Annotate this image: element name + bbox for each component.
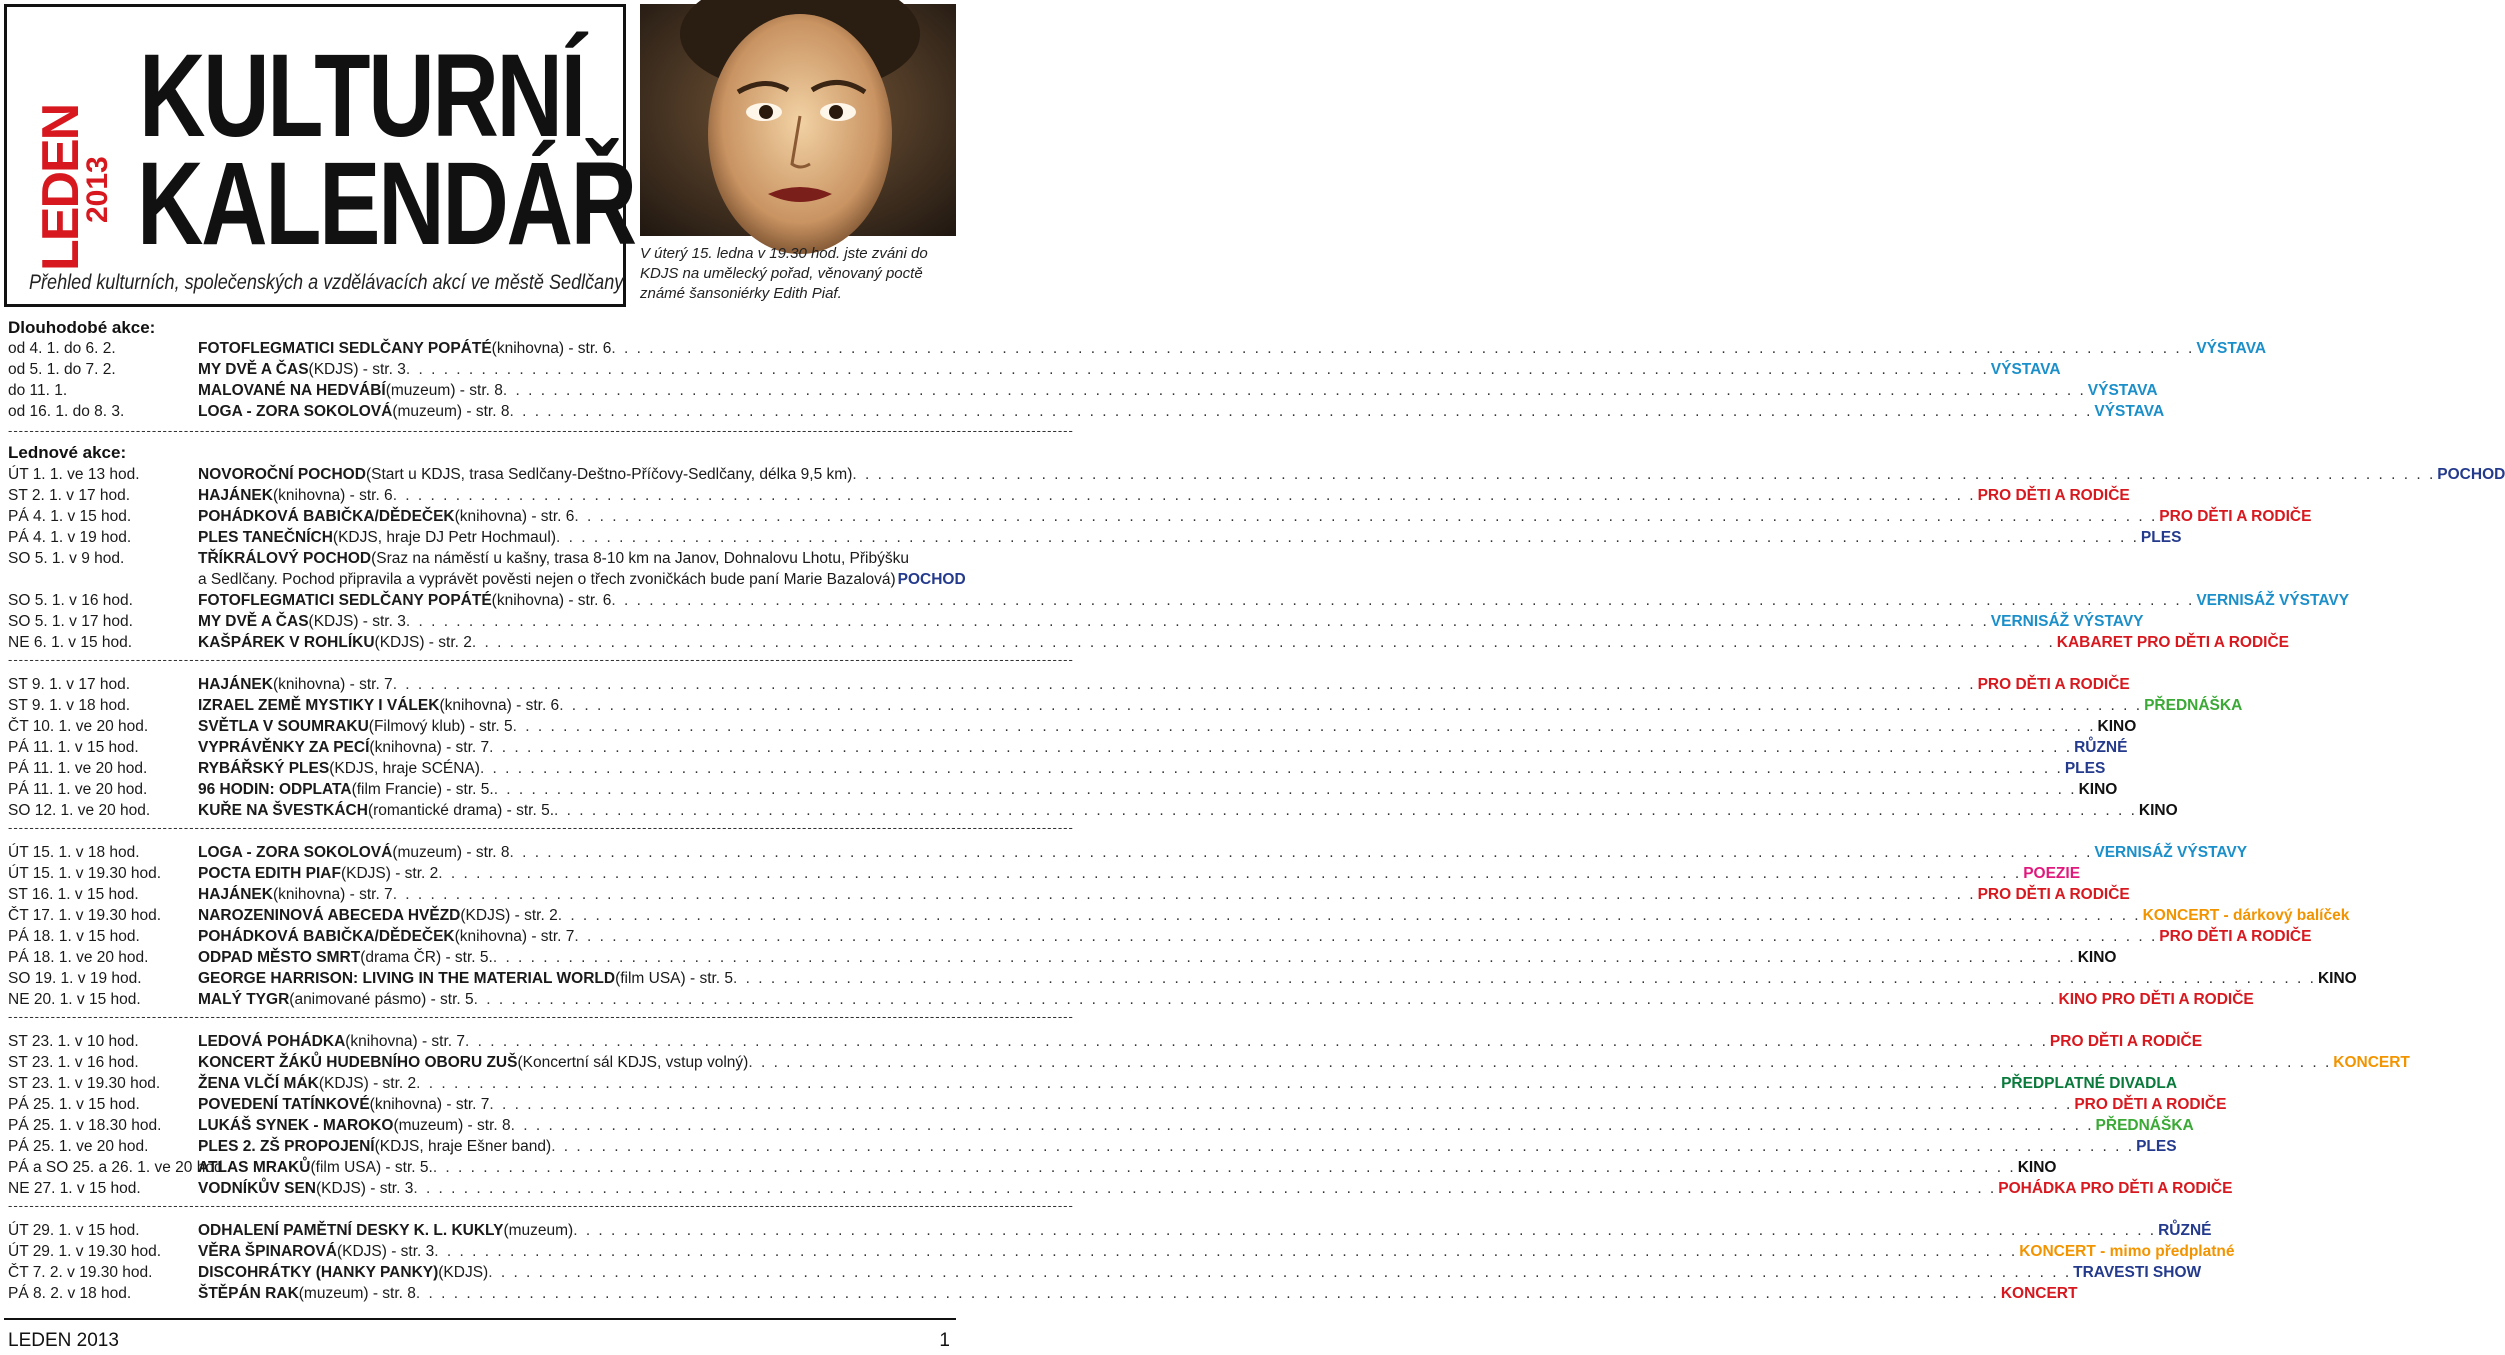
- list-item: [8, 1262, 2202, 1283]
- event-date: ST 9. 1. v 17 hod.: [8, 676, 131, 693]
- event-title: KAŠPÁREK V ROHLÍKU: [198, 634, 375, 651]
- event-date: PÁ 8. 2. v 18 hod.: [8, 1285, 132, 1302]
- event-body: [198, 569, 966, 590]
- event-category: PŘEDPLATNÉ DIVADLA: [2001, 1075, 2178, 1092]
- event-body: [198, 1094, 2227, 1115]
- event-detail: (Sraz na náměstí u kašny, trasa 8-10 km na Janov, Dohnalovu Lhotu, Přibýšku: [371, 550, 909, 567]
- event-date: NE 27. 1. v 15 hod.: [8, 1180, 141, 1197]
- event-date: ČT 7. 2. v 19.30 hod.: [8, 1264, 153, 1281]
- event-date: NE 20. 1. v 15 hod.: [8, 991, 141, 1008]
- dot-leader: [489, 1094, 2072, 1115]
- dot-leader: [413, 1178, 1996, 1199]
- event-body: [198, 611, 2144, 632]
- event-body: [198, 716, 2137, 737]
- dot-leader: [558, 905, 2141, 926]
- event-date: ÚT 15. 1. v 18 hod.: [8, 844, 140, 861]
- event-title: MY DVĚ A ČAS: [198, 361, 309, 378]
- event-detail: (muzeum) - str. 8: [393, 1117, 511, 1134]
- footer-rule: [4, 1318, 956, 1320]
- list-item: [8, 737, 2128, 758]
- event-category: POEZIE: [2023, 865, 2081, 882]
- list-item: [8, 380, 2158, 401]
- event-body: [198, 695, 2243, 716]
- dot-leader: [513, 716, 2096, 737]
- dot-leader: [465, 1031, 2048, 1052]
- event-body: [198, 401, 2165, 422]
- list-item: [8, 1178, 2233, 1199]
- dot-leader: [574, 506, 2157, 527]
- event-category: PRO DĚTI A RODIČE: [2159, 928, 2312, 945]
- event-date: SO 5. 1. v 17 hod.: [8, 613, 133, 630]
- dot-leader: [406, 611, 1989, 632]
- event-title: TŘÍKRÁLOVÝ POCHOD: [198, 550, 372, 567]
- event-category: POCHOD: [897, 571, 966, 588]
- event-title: HAJÁNEK: [198, 886, 273, 903]
- event-body: [198, 506, 2312, 527]
- list-item: [8, 905, 2350, 926]
- list-item: [8, 1241, 2235, 1262]
- event-title: HAJÁNEK: [198, 676, 273, 693]
- section-divider: --------------------------------------------------------------------------------------------------------------------------------------------------------------------------------------------------------: [8, 1009, 1074, 1024]
- event-category: VÝSTAVA: [2087, 382, 2158, 399]
- list-item: [8, 863, 2081, 884]
- event-date: ČT 10. 1. ve 20 hod.: [8, 718, 149, 735]
- event-detail: (KDJS) - str. 2: [374, 634, 472, 651]
- event-date: PÁ 25. 1. v 18.30 hod.: [8, 1117, 162, 1134]
- event-body: [198, 842, 2248, 863]
- event-title: MALOVANÉ NA HEDVÁBÍ: [198, 382, 386, 399]
- header-box: [4, 4, 635, 307]
- year-text: 2013: [81, 156, 114, 223]
- event-body: [198, 590, 2350, 611]
- event-title: LOGA - ZORA SOKOLOVÁ: [198, 403, 393, 420]
- event-body: [198, 1157, 2057, 1178]
- event-detail: (knihovna) - str. 6: [491, 340, 612, 357]
- event-body: [198, 464, 2505, 485]
- event-title: ODPAD MĚSTO SMRT: [198, 949, 361, 966]
- section-divider: --------------------------------------------------------------------------------------------------------------------------------------------------------------------------------------------------------: [8, 1198, 1074, 1213]
- event-date: ST 2. 1. v 17 hod.: [8, 487, 131, 504]
- event-body: [198, 485, 2130, 506]
- event-detail: (KDJS) - str. 3: [308, 613, 406, 630]
- dot-leader: [556, 527, 2139, 548]
- event-detail: (film Francie) - str. 5.: [351, 781, 494, 798]
- list-item: [8, 800, 2178, 821]
- event-title: POHÁDKOVÁ BABIČKA/DĚDEČEK: [198, 928, 455, 945]
- event-detail: (knihovna) - str. 7: [454, 928, 575, 945]
- event-title: VYPRÁVĚNKY ZA PECÍ: [198, 739, 370, 756]
- dot-leader: [611, 590, 2194, 611]
- dot-leader: [472, 632, 2055, 653]
- event-title: PLES 2. ZŠ PROPOJENÍ: [198, 1138, 375, 1155]
- dot-leader: [438, 863, 2021, 884]
- dot-leader: [573, 1220, 2156, 1241]
- event-detail: (drama ČR) - str. 5.: [360, 949, 493, 966]
- event-title: LUKÁŠ SYNEK - MAROKO: [198, 1117, 394, 1134]
- event-body: [198, 800, 2178, 821]
- dot-leader: [393, 674, 1976, 695]
- event-category: KINO: [2097, 718, 2137, 735]
- event-date: SO 5. 1. v 9 hod.: [8, 550, 125, 567]
- list-item: [8, 926, 2312, 947]
- event-detail: (film USA) - str. 5: [615, 970, 734, 987]
- title-line-2: KALENDÁŘ: [137, 138, 635, 270]
- dot-leader: [551, 1136, 2134, 1157]
- dot-leader: [733, 968, 2316, 989]
- event-title: GEORGE HARRISON: LIVING IN THE MATERIAL WORLD: [198, 970, 616, 987]
- event-detail: (KDJS): [438, 1264, 489, 1281]
- event-title: LOGA - ZORA SOKOLOVÁ: [198, 844, 393, 861]
- portrait-illustration: [640, 4, 956, 236]
- event-detail: (muzeum): [503, 1222, 574, 1239]
- event-title: POVEDENÍ TATÍNKOVÉ: [198, 1096, 370, 1113]
- footer-issue: LEDEN 2013: [8, 1330, 119, 1351]
- event-title: RYBÁŘSKÝ PLES: [198, 760, 330, 777]
- event-detail: (KDJS) - str. 3: [316, 1180, 414, 1197]
- dot-leader: [509, 401, 2092, 422]
- event-title: FOTOFLEGMATICI SEDLČANY POPÁTÉ: [198, 592, 492, 609]
- event-detail: (romantické drama) - str. 5.: [367, 802, 554, 819]
- event-category: PRO DĚTI A RODIČE: [2074, 1096, 2227, 1113]
- event-title: VODNÍKŮV SEN: [198, 1180, 316, 1197]
- dot-leader: [852, 464, 2435, 485]
- event-body: [198, 338, 2267, 359]
- event-body: [198, 737, 2128, 758]
- dot-leader: [554, 800, 2137, 821]
- page-number: 1: [939, 1330, 950, 1351]
- dot-leader: [574, 926, 2157, 947]
- list-item: [8, 1094, 2227, 1115]
- photo-caption: V úterý 15. ledna v 19.30 hod. jste zváni do KDJS na umělecký pořad, věnovaný poctě známé šansoniérky Edith Piaf.: [640, 245, 928, 302]
- event-category: VERNISÁŽ VÝSTAVY: [2094, 844, 2248, 861]
- event-detail: a Sedlčany. Pochod připravila a vyprávět pověsti nejen o třech zvoničkách bude paní Marie Bazalová): [198, 571, 896, 588]
- event-category: KABARET PRO DĚTI A RODIČE: [2056, 634, 2290, 651]
- event-category: PRO DĚTI A RODIČE: [1977, 676, 2130, 693]
- long-term-heading: Dlouhodobé akce:: [8, 318, 156, 337]
- dot-leader: [416, 1283, 1999, 1304]
- dot-leader: [393, 884, 1976, 905]
- event-detail: (knihovna) - str. 6: [454, 508, 575, 525]
- event-category: PLES: [2136, 1138, 2177, 1155]
- event-detail: (knihovna) - str. 7: [272, 886, 393, 903]
- section-divider: --------------------------------------------------------------------------------------------------------------------------------------------------------------------------------------------------------: [8, 820, 1074, 835]
- event-date: ST 23. 1. v 19.30 hod.: [8, 1075, 161, 1092]
- list-item: [8, 1157, 2057, 1178]
- event-title: IZRAEL ZEMĚ MYSTIKY I VÁLEK: [198, 697, 440, 714]
- event-detail: (muzeum) - str. 8: [298, 1285, 416, 1302]
- event-category: VERNISÁŽ VÝSTAVY: [2196, 592, 2350, 609]
- event-title: PLES TANEČNÍCH: [198, 529, 333, 546]
- event-category: KONCERT: [2333, 1054, 2410, 1071]
- event-body: [198, 884, 2130, 905]
- dot-leader: [511, 1115, 2094, 1136]
- event-date: PÁ 25. 1. v 15 hod.: [8, 1096, 140, 1113]
- event-title: HAJÁNEK: [198, 487, 273, 504]
- event-body: [198, 674, 2130, 695]
- event-category: KINO: [2078, 781, 2118, 798]
- event-category: KONCERT - mimo předplatné: [2019, 1243, 2235, 1260]
- event-date: ÚT 29. 1. v 19.30 hod.: [8, 1243, 162, 1260]
- month-text: LEDEN: [32, 104, 90, 271]
- event-date: SO 19. 1. v 19 hod.: [8, 970, 142, 987]
- event-title: VĚRA ŠPINAROVÁ: [198, 1243, 337, 1260]
- event-title: MALÝ TYGR: [198, 991, 290, 1008]
- event-date: ST 16. 1. v 15 hod.: [8, 886, 139, 903]
- list-item: [8, 842, 2248, 863]
- event-category: KONCERT - dárkový balíček: [2142, 907, 2350, 924]
- event-category: KINO PRO DĚTI A RODIČE: [2058, 991, 2254, 1008]
- event-detail: (KDJS, hraje SCÉNA): [329, 760, 480, 777]
- event-body: [198, 989, 2254, 1010]
- event-body: [198, 947, 2117, 968]
- list-item: [8, 590, 2350, 611]
- list-item: [8, 632, 2290, 653]
- event-title: DISCOHRÁTKY (HANKY PANKY): [198, 1264, 439, 1281]
- event-title: ŠTĚPÁN RAK: [198, 1285, 299, 1302]
- event-category: KONCERT: [2000, 1285, 2078, 1302]
- list-item: [8, 947, 2117, 968]
- event-body: [198, 548, 956, 569]
- event-category: VÝSTAVA: [2094, 403, 2165, 420]
- event-date: PÁ 11. 1. v 15 hod.: [8, 739, 139, 756]
- event-detail: (animované pásmo) - str. 5: [289, 991, 474, 1008]
- dot-leader: [433, 1157, 2016, 1178]
- event-body: [198, 905, 2350, 926]
- list-item: [8, 1115, 2194, 1136]
- event-body: [198, 968, 2357, 989]
- list-item: [8, 359, 2061, 380]
- subtitle: Přehled kulturních, společenských a vzdělávacích akcí ve městě Sedlčany: [29, 271, 624, 294]
- list-item: [8, 884, 2130, 905]
- dot-leader: [494, 779, 2077, 800]
- list-item: [8, 1052, 2410, 1073]
- event-category: KINO: [2077, 949, 2117, 966]
- event-detail: (KDJS) - str. 3: [308, 361, 406, 378]
- event-detail: (film USA) - str. 5.: [310, 1159, 433, 1176]
- event-category: PRO DĚTI A RODIČE: [1977, 886, 2130, 903]
- event-detail: (Start u KDJS, trasa Sedlčany-Deštno-Příčovy-Sedlčany, délka 9,5 km): [365, 466, 853, 483]
- event-date: NE 6. 1. v 15 hod.: [8, 634, 133, 651]
- event-body: [198, 380, 2158, 401]
- event-body: [198, 926, 2312, 947]
- event-detail: (KDJS) - str. 2: [340, 865, 439, 882]
- list-item: [8, 527, 2182, 548]
- event-date: od 4. 1. do 6. 2.: [8, 340, 116, 357]
- list-item: [8, 1031, 2203, 1052]
- event-body: [198, 1031, 2203, 1052]
- dot-leader: [480, 758, 2063, 779]
- event-category: KINO: [2317, 970, 2357, 987]
- event-body: [198, 1178, 2233, 1199]
- event-category: POCHOD: [2437, 466, 2505, 483]
- section-divider: --------------------------------------------------------------------------------------------------------------------------------------------------------------------------------------------------------: [8, 652, 1074, 667]
- dot-leader: [489, 737, 2072, 758]
- dot-leader: [434, 1241, 2017, 1262]
- list-item: [8, 695, 2243, 716]
- event-detail: (muzeum) - str. 8: [385, 382, 503, 399]
- list-item: [8, 1220, 2212, 1241]
- event-detail: (KDJS, hraje Ešner band): [374, 1138, 552, 1155]
- list-item: [8, 674, 2130, 695]
- event-title: ATLAS MRAKŮ: [198, 1159, 311, 1176]
- event-date: PÁ 4. 1. v 15 hod.: [8, 508, 132, 525]
- event-body: [198, 1115, 2194, 1136]
- dot-leader: [488, 1262, 2071, 1283]
- title-line-1: KULTURNÍ: [139, 30, 584, 162]
- event-title: NAROZENINOVÁ ABECEDA HVĚZD: [198, 907, 461, 924]
- list-item: [8, 1283, 2078, 1304]
- event-category: VÝSTAVA: [1990, 361, 2061, 378]
- event-title: POHÁDKOVÁ BABIČKA/DĚDEČEK: [198, 508, 455, 525]
- event-date: do 11. 1.: [8, 382, 68, 399]
- event-date: SO 5. 1. v 16 hod.: [8, 592, 133, 609]
- event-category: PRO DĚTI A RODIČE: [2159, 508, 2312, 525]
- dot-leader: [748, 1052, 2331, 1073]
- event-date: ÚT 1. 1. ve 13 hod.: [8, 466, 140, 483]
- event-detail: (knihovna) - str. 6: [491, 592, 612, 609]
- dot-leader: [503, 380, 2086, 401]
- event-body: [198, 1262, 2202, 1283]
- event-category: TRAVESTI SHOW: [2073, 1264, 2202, 1281]
- event-date: od 5. 1. do 7. 2.: [8, 361, 116, 378]
- portrait-photo: [640, 4, 956, 236]
- event-date: PÁ 4. 1. v 19 hod.: [8, 529, 132, 546]
- event-date: ST 23. 1. v 16 hod.: [8, 1054, 139, 1071]
- dot-leader: [416, 1073, 1999, 1094]
- list-item: [8, 464, 2505, 485]
- event-category: PŘEDNÁŠKA: [2095, 1117, 2194, 1134]
- event-category: PRO DĚTI A RODIČE: [1977, 487, 2130, 504]
- event-date: od 16. 1. do 8. 3.: [8, 403, 125, 420]
- event-category: POHÁDKA PRO DĚTI A RODIČE: [1998, 1180, 2233, 1197]
- event-body: [198, 1220, 2212, 1241]
- event-category: PRO DĚTI A RODIČE: [2049, 1033, 2203, 1050]
- event-detail: (KDJS) - str. 3: [336, 1243, 435, 1260]
- event-body: [198, 779, 2118, 800]
- event-detail: (KDJS, hraje DJ Petr Hochmaul): [332, 529, 557, 546]
- event-detail: (Koncertní sál KDJS, vstup volný): [517, 1054, 749, 1071]
- event-title: LEDOVÁ POHÁDKA: [198, 1033, 346, 1050]
- event-body: [198, 1136, 2177, 1157]
- event-detail: (KDJS) - str. 2: [318, 1075, 417, 1092]
- list-item: [8, 758, 2106, 779]
- event-detail: (knihovna) - str. 7: [369, 739, 490, 756]
- event-detail: (knihovna) - str. 7: [369, 1096, 490, 1113]
- event-detail: (muzeum) - str. 8: [392, 844, 510, 861]
- list-item: [8, 611, 2144, 632]
- dot-leader: [393, 485, 1976, 506]
- event-detail: (knihovna) - str. 7: [345, 1033, 466, 1050]
- event-body: [198, 1052, 2410, 1073]
- event-detail: (knihovna) - str. 6: [439, 697, 560, 714]
- january-heading: Lednové akce:: [8, 443, 127, 462]
- event-category: VÝSTAVA: [2196, 340, 2267, 357]
- event-title: SVĚTLA V SOUMRAKU: [198, 718, 369, 735]
- list-item: [8, 401, 2165, 422]
- event-date: PÁ 18. 1. ve 20 hod.: [8, 949, 149, 966]
- list-item: [8, 1136, 2177, 1157]
- list-item: [8, 485, 2130, 506]
- event-body: [198, 863, 2081, 884]
- list-item: [198, 569, 966, 590]
- event-date: ST 9. 1. v 18 hod.: [8, 697, 131, 714]
- event-title: MY DVĚ A ČAS: [198, 613, 309, 630]
- event-body: [198, 1241, 2235, 1262]
- event-title: NOVOROČNÍ POCHOD: [198, 466, 366, 483]
- event-date: ST 23. 1. v 10 hod.: [8, 1033, 139, 1050]
- list-item: [8, 716, 2137, 737]
- event-category: PŘEDNÁŠKA: [2144, 697, 2243, 714]
- event-date: PÁ 18. 1. v 15 hod.: [8, 928, 140, 945]
- event-body: [198, 1283, 2078, 1304]
- dot-leader: [406, 359, 1989, 380]
- event-category: RŮZNÉ: [2074, 739, 2128, 756]
- event-title: 96 HODIN: ODPLATA: [198, 781, 352, 798]
- list-item: [8, 1073, 2178, 1094]
- list-item: [8, 989, 2254, 1010]
- event-category: VERNISÁŽ VÝSTAVY: [1990, 613, 2144, 630]
- event-detail: (muzeum) - str. 8: [392, 403, 510, 420]
- list-item: [8, 779, 2118, 800]
- dot-leader: [611, 338, 2194, 359]
- event-date: PÁ 11. 1. ve 20 hod.: [8, 760, 148, 777]
- event-detail: (KDJS) - str. 2: [460, 907, 558, 924]
- event-body: [198, 359, 2061, 380]
- event-title: FOTOFLEGMATICI SEDLČANY POPÁTÉ: [198, 340, 492, 357]
- event-date: PÁ a SO 25. a 26. 1. ve 20 hod.: [8, 1159, 227, 1176]
- event-date: ÚT 29. 1. v 15 hod.: [8, 1222, 140, 1239]
- month-label-vertical: [32, 45, 90, 285]
- event-body: [198, 758, 2106, 779]
- event-detail: (knihovna) - str. 7: [272, 676, 393, 693]
- dot-leader: [474, 989, 2057, 1010]
- event-body: [198, 632, 2290, 653]
- list-item: [8, 548, 956, 569]
- event-date: ČT 17. 1. v 19.30 hod.: [8, 907, 162, 924]
- event-detail: (knihovna) - str. 6: [272, 487, 393, 504]
- event-title: POCTA EDITH PIAF: [198, 865, 341, 882]
- section-divider: --------------------------------------------------------------------------------------------------------------------------------------------------------------------------------------------------------: [8, 423, 1074, 438]
- dot-leader: [559, 695, 2142, 716]
- event-detail: (Filmový klub) - str. 5: [368, 718, 513, 735]
- event-date: PÁ 25. 1. ve 20 hod.: [8, 1138, 149, 1155]
- list-item: [8, 338, 2267, 359]
- event-title: ODHALENÍ PAMĚTNÍ DESKY K. L. KUKLY: [198, 1222, 504, 1239]
- event-category: KINO: [2017, 1159, 2057, 1176]
- event-body: [198, 1073, 2178, 1094]
- event-title: KONCERT ŽÁKŮ HUDEBNÍHO OBORU ZUŠ: [198, 1054, 518, 1071]
- event-date: ÚT 15. 1. v 19.30 hod.: [8, 865, 162, 882]
- list-item: [8, 506, 2312, 527]
- event-title: KUŘE NA ŠVESTKÁCH: [198, 802, 368, 819]
- event-date: SO 12. 1. ve 20 hod.: [8, 802, 151, 819]
- event-category: KINO: [2138, 802, 2178, 819]
- event-title: ŽENA VLČÍ MÁK: [198, 1075, 319, 1092]
- event-body: [198, 527, 2182, 548]
- list-item: [8, 968, 2357, 989]
- dot-leader: [493, 947, 2076, 968]
- event-date: PÁ 11. 1. ve 20 hod.: [8, 781, 148, 798]
- event-category: PLES: [2064, 760, 2106, 777]
- event-category: RŮZNÉ: [2158, 1222, 2212, 1239]
- event-category: PLES: [2140, 529, 2182, 546]
- dot-leader: [509, 842, 2092, 863]
